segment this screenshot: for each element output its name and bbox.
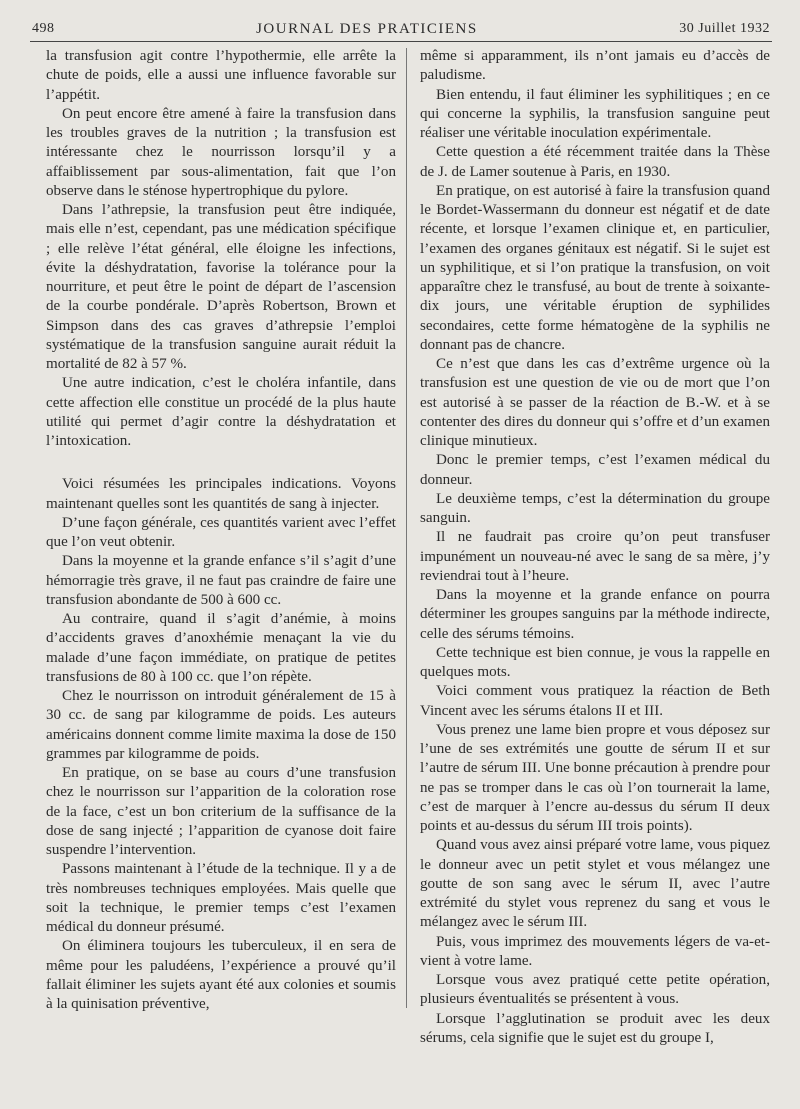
paragraph: On éliminera toujours les tuberculeux, il en sera de même pour les paludéens, l’expérience a prouvé qu’il fallait éliminer les sujets ayant été aux colonies et soumis à la quinisation préventive, bbox=[46, 938, 396, 1012]
column-divider bbox=[406, 48, 407, 1008]
paragraph: Ce n’est que dans les cas d’extrême urgence où la transfusion est une question de vie ou de mort que l’on est autorisé à se passer de la réaction de B.-W. et à se contenter des dires du donneur qui s’offre et d’un examen clinique minutieux. bbox=[420, 356, 770, 449]
paragraph: Dans la moyenne et la grande enfance s’il s’agit d’une hémorragie très grave, il ne faut pas craindre de faire une transfusion abondante de 500 à 600 cc. bbox=[46, 553, 396, 608]
page-number: 498 bbox=[32, 21, 55, 36]
paragraph: Bien entendu, il faut éliminer les syphilitiques ; en ce qui concerne la syphilis, la transfusion sanguine peut réaliser une véritable inoculation expérimentale. bbox=[420, 86, 770, 141]
paragraph: Donc le premier temps, c’est l’examen médical du donneur. bbox=[420, 452, 770, 488]
paragraph: Quand vous avez ainsi préparé votre lame, vous piquez le donneur avec un petit stylet et vous mélangez une goutte de son sang avec le sérum II, avec l’autre extrémité du stylet vous reprenez du sang et vous le mélangez avec le sérum III. bbox=[420, 837, 770, 931]
paragraph: Vous prenez une lame bien propre et vous déposez sur l’une de ses extrémités une goutte de sérum II et sur l’autre de sérum III. Une bonne précaution à prendre pour ne pas se tromper dans le cas où l’on tournerait la lame, c’est de marquer à l’encre au-dessus du sérum II deux points et au-dessus du sérum III trois points). bbox=[420, 721, 770, 834]
paragraph: Cette technique est bien connue, je vous la rappelle en quelques mots. bbox=[420, 644, 770, 680]
paragraph: D’une façon générale, ces quantités varient avec l’effet que l’on veut obtenir. bbox=[46, 514, 396, 550]
left-column bbox=[46, 47, 396, 1014]
paragraph: En pratique, on se base au cours d’une transfusion chez le nourrisson sur l’apparition de la coloration rose de la face, c’est un bon criterium de la suffisance de la dose de sang injecté ; l’apparition de cyanose doit faire suspendre l’intervention. bbox=[46, 765, 396, 858]
paragraph: Au contraire, quand il s’agit d’anémie, à moins d’accidents graves d’anoxhémie menaçant la vie du malade d’une façon immédiate, on pratique de petites transfusions de 80 à 100 cc. que l’on répète. bbox=[46, 611, 396, 685]
section-gap bbox=[46, 451, 396, 475]
header-rule bbox=[30, 41, 772, 42]
paragraph: Lorsque l’agglutination se produit avec les deux sérums, cela signifie que le sujet est du groupe I, bbox=[420, 1010, 770, 1046]
paragraph: Lorsque vous avez pratiqué cette petite opération, plusieurs éventualités se présentent à vous. bbox=[420, 972, 770, 1008]
paragraph: Puis, vous imprimez des mouvements légers de va-et-vient à votre lame. bbox=[420, 933, 770, 969]
paragraph: Il ne faudrait pas croire qu’on peut transfuser impunément un nouveau-né avec le sang de sa mère, j’y reviendrai tout à l’heure. bbox=[420, 529, 770, 584]
journal-title: JOURNAL DES PRATICIENS bbox=[256, 20, 478, 37]
paragraph: Voici résumées les principales indications. Voyons maintenant quelles sont les quantités de sang à injecter. bbox=[46, 476, 396, 512]
paragraph: Voici comment vous pratiquez la réaction de Beth Vincent avec les sérums étalons II et III. bbox=[420, 683, 770, 719]
paragraph: Le deuxième temps, c’est la détermination du groupe sanguin. bbox=[420, 490, 770, 526]
paragraph: Chez le nourrisson on introduit généralement de 15 à 30 cc. de sang par kilogramme de poids. Les auteurs américains donnent comme limite maxima la dose de 150 grammes par kilogramme de poids. bbox=[46, 688, 396, 762]
paragraph: Dans la moyenne et la grande enfance on pourra déterminer les groupes sanguins par la méthode indirecte, celle des sérums témoins. bbox=[420, 587, 770, 642]
paragraph: Dans l’athrepsie, la transfusion peut être indiquée, mais elle n’est, cependant, pas une médication spécifique ; elle relève l’état général, elle éloigne les infections, évite la déshydratation, favorise la tolérance pour la nourriture, et peut être le point de départ de l’ascension de la courbe pondérale. D’après Robertson, Brown et Simpson dans des cas graves d’athrepsie l’emploi systématique de la transfusion sanguine aurait réduit la mortalité de 82 à 57 %. bbox=[46, 202, 396, 372]
running-header bbox=[32, 16, 770, 42]
paragraph: Une autre indication, c’est le choléra infantile, dans cette affection elle constitue un procédé de la plus haute utilité qui permet d’agir contre la déshydratation et l’intoxication. bbox=[46, 375, 396, 449]
paragraph: On peut encore être amené à faire la transfusion dans les troubles graves de la nutrition ; la transfusion est intéressante chez le nourrisson lorsqu’il y a affaiblissement par sous-alimentation, fait que l’on observe dans le sténose hypertrophique du pylore. bbox=[46, 105, 396, 199]
paragraph: En pratique, on est autorisé à faire la transfusion quand le Bordet-Wassermann du donneur est négatif et de date récente, et lorsque l’examen clinique et, en particulier, l’examen des organes génitaux est négatif. Si le sujet est un syphilitique, et si l’on pratique la transfusion, on voit apparaître chez le transfusé, au bout de trente à soixante-dix jours, une véritable éruption de syphilides secondaires, cette forme hématogène de la syphilis ne donnant pas de chancre. bbox=[420, 182, 770, 353]
issue-date: 30 Juillet 1932 bbox=[679, 21, 770, 36]
paragraph: la transfusion agit contre l’hypothermie, elle arrête la chute de poids, elle a aussi une influence favorable sur l’appétit. bbox=[46, 48, 396, 103]
paragraph: Cette question a été récemment traitée dans la Thèse de J. de Lamer soutenue à Paris, en 1930. bbox=[420, 144, 770, 180]
right-column bbox=[420, 47, 770, 1048]
paragraph: Passons maintenant à l’étude de la technique. Il y a de très nombreuses techniques employées. Mais quelle que soit la technique, le premier temps c’est l’examen médical du donneur présumé. bbox=[46, 861, 396, 935]
paragraph: même si apparamment, ils n’ont jamais eu d’accès de paludisme. bbox=[420, 48, 770, 84]
